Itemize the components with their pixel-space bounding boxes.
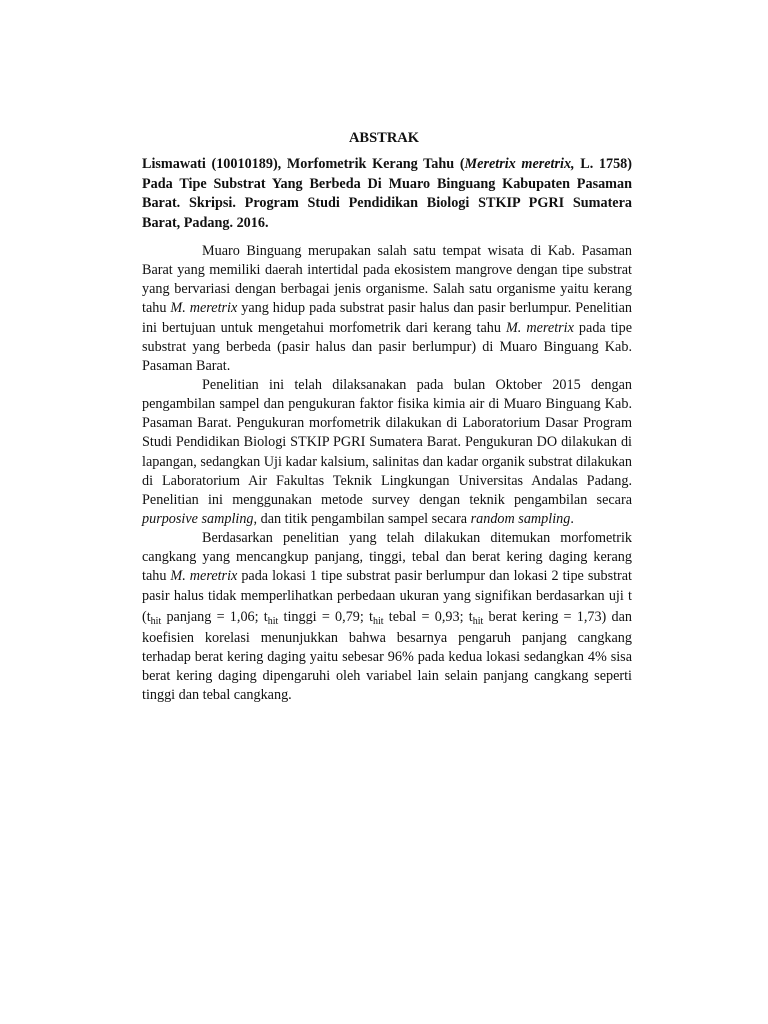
paragraph-3-line: Berdasarkan penelitian yang telah dilakukan ditemukan morfometrik — [202, 530, 632, 547]
subscript: hit — [150, 615, 162, 627]
citation-block — [142, 155, 632, 233]
paragraph-3-line: cangkang yang mencangkup panjang, tinggi, tebal dan berat kering daging kerang — [142, 549, 632, 566]
paragraph-1-line: ini bertujuan untuk mengetahui morfometrik dari kerang tahu M. meretrix pada tipe — [142, 319, 632, 336]
citation-line: Lismawati (10010189), Morfometrik Kerang Tahu (Meretrix meretrix, L. 1758) — [142, 156, 632, 172]
species-name: M. meretrix — [170, 300, 238, 317]
paragraph-2-line: di Laboratorium Air Fakultas Teknik Lingkungan Universitas Andalas Padang. — [142, 472, 632, 489]
paragraph-3-line: berat kering daging dipengaruhi oleh variabel lain selain panjang cangkang seperti — [142, 667, 632, 684]
citation-line: Barat. Skripsi. Program Studi Pendidikan Biologi STKIP PGRI Sumatera — [142, 195, 632, 211]
paragraph-3-line: tinggi dan tebal cangkang. — [142, 687, 292, 704]
paragraph-3-line: koefisien korelasi menunjukkan bahwa besarnya pengaruh panjang cangkang — [142, 629, 632, 646]
abstract-body — [142, 242, 632, 705]
method-term: random sampling — [470, 510, 571, 527]
citation-line: Pada Tipe Substrat Yang Berbeda Di Muaro Binguang Kabupaten Pasaman — [142, 175, 632, 192]
paragraph-2-line: lapangan, sedangkan Uji kadar kalsium, salinitas dan kadar organik substrat dilakukan — [142, 453, 632, 470]
paragraph-3-line: ($t_{hit}$ panjang = 1,06; $t_{hit}$ tinggi = 0,79; $t_{hit}$ tebal = 0,93; $t_{hit}$ berat kering = 1,73) dan — [142, 608, 632, 627]
species-name: M. meretrix — [505, 319, 574, 336]
subscript: hit — [267, 615, 279, 627]
paragraph-1-line: Muaro Binguang merupakan salah satu tempat wisata di Kab. Pasaman — [202, 243, 632, 259]
paragraph-3-line: terhadap berat kering daging yaitu sebesar 96% pada kedua lokasi sedangkan 4% sisa — [142, 648, 632, 665]
paragraph-2-line: pengambilan sampel dan pengukuran faktor fisika kimia air di Muaro Binguang Kab. — [142, 396, 632, 413]
paragraph-3-line: tahu M. meretrix pada lokasi 1 tipe substrat pasir berlumpur dan lokasi 2 tipe substrat — [142, 568, 632, 585]
paragraph-1-line: Barat yang memiliki daerah intertidal pada ekosistem mangrove dengan tipe substrat — [142, 262, 632, 279]
paragraph-2-line: purposive sampling, dan titik pengambilan sampel secara random sampling. — [142, 510, 574, 527]
paragraph-3-line: pasir halus tidak memperlihatkan perbedaan ukuran yang signifikan berdasarkan uji t — [142, 587, 632, 604]
paragraph-2-line: Studi Pendidikan Biologi STKIP PGRI Sumatera Barat. Pengukuran DO dilakukan di — [142, 434, 632, 451]
subscript: hit — [372, 615, 384, 627]
paragraph-1-line: substrat yang berbeda (pasir halus dan pasir berlumpur) di Muaro Binguang Kab. — [142, 338, 632, 355]
subscript: hit — [472, 615, 484, 627]
paragraph-1-line: yang bervariasi dengan berbagai jenis organisme. Salah satu organisme yaitu kerang — [142, 281, 632, 298]
paragraph-1-line: tahu M. meretrix yang hidup pada substrat pasir halus dan pasir berlumpur. Penelitian — [142, 300, 632, 317]
paragraph-1-line: Pasaman Barat. — [142, 357, 231, 374]
species-name: M. meretrix — [170, 568, 238, 585]
paragraph-2-line: Penelitian ini telah dilaksanakan pada bulan Oktober 2015 dengan — [202, 376, 632, 393]
method-term: purposive sampling — [142, 510, 254, 527]
paragraph-2-line: Pasaman Barat. Pengukuran morfometrik dilakukan di Laboratorium Dasar Program — [142, 415, 632, 432]
species-name: Meretrix meretrix, — [464, 156, 575, 172]
abstract-title: ABSTRAK — [348, 130, 420, 146]
paragraph-2-line: Penelitian ini menggunakan metode survey dengan teknik pengambilan secara — [142, 491, 632, 508]
citation-line: Barat, Padang. 2016. — [142, 214, 269, 231]
